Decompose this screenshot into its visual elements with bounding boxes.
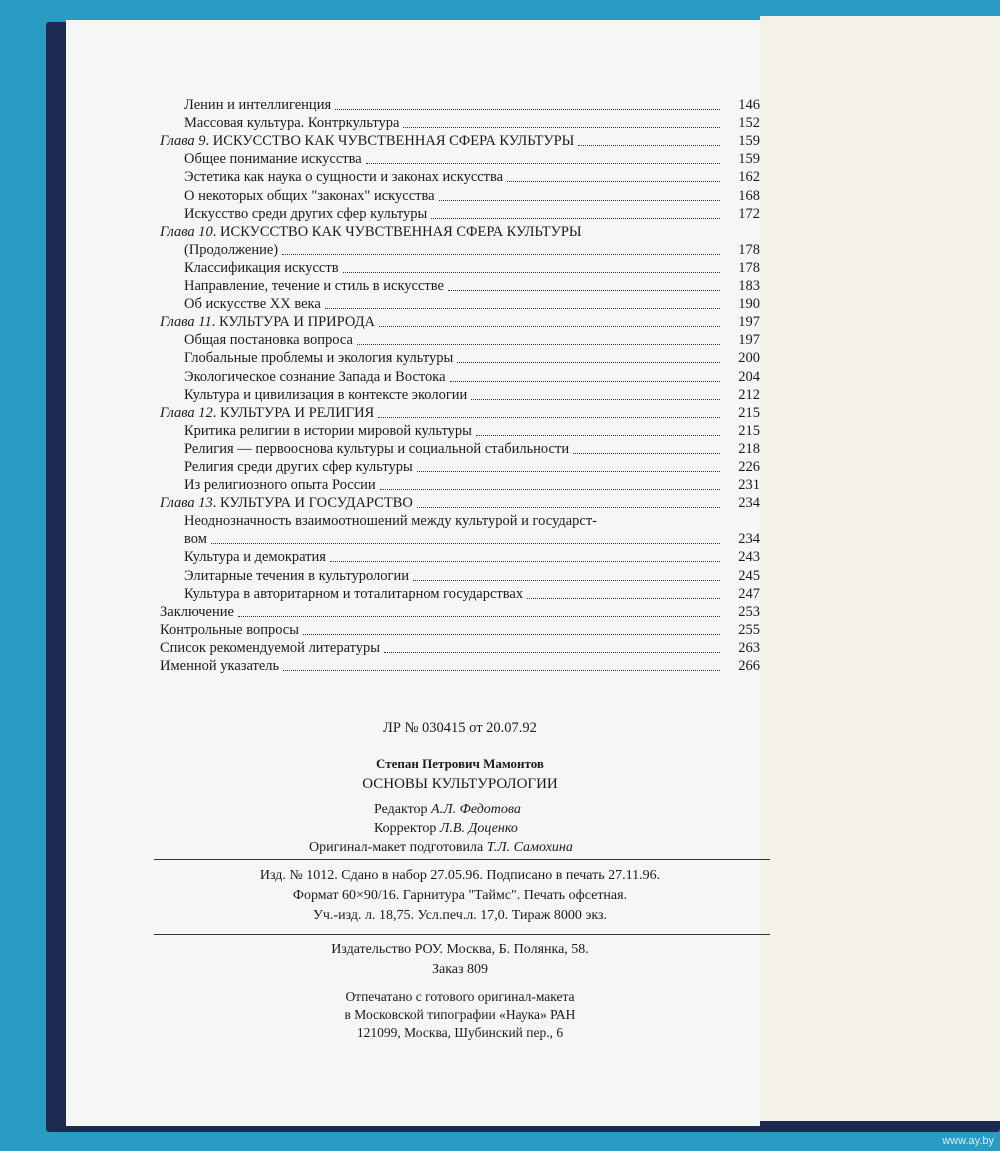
toc-entry-label — [160, 657, 279, 675]
toc-entry-label — [184, 349, 453, 367]
toc-page-number: 253 — [738, 603, 760, 620]
toc-dot-leader — [476, 435, 720, 436]
toc-chapter-number: Глава 12 — [160, 404, 213, 421]
toc-entry-label — [160, 404, 374, 422]
toc-entry — [160, 530, 760, 548]
toc-entry — [160, 422, 760, 440]
publisher-line: Издательство РОУ. Москва, Б. Полянка, 58. — [331, 942, 589, 957]
toc-page-number: 172 — [738, 205, 760, 222]
toc-dot-leader — [527, 598, 720, 599]
toc-entry-title: Список рекомендуемой литературы — [160, 639, 381, 656]
toc-entry — [160, 223, 760, 241]
toc-entry-title: Критика религии в истории мировой культуры — [184, 422, 472, 439]
toc-entry-label — [184, 295, 321, 313]
toc-dot-leader — [578, 145, 720, 146]
toc-dot-leader — [343, 272, 720, 273]
toc-page-number: 168 — [738, 187, 760, 204]
toc-entry — [160, 186, 760, 204]
top-rule — [154, 859, 770, 860]
toc-page-number: 243 — [738, 549, 760, 566]
toc-entry-title: . КУЛЬТУРА И ГОСУДАРСТВО — [212, 495, 413, 512]
toc-entry-title: Культура и цивилизация в контексте экологии — [184, 386, 468, 403]
toc-dot-leader — [380, 489, 720, 490]
toc-entry-label — [184, 331, 353, 349]
order-line: Заказ 809 — [431, 962, 489, 977]
toc-entry-label — [184, 585, 523, 603]
toc-entry — [160, 241, 760, 259]
toc-entry — [160, 132, 760, 150]
toc-entry-label — [184, 386, 467, 404]
toc-entry — [160, 295, 760, 313]
toc-entry-label — [184, 205, 427, 223]
toc-entry-label — [160, 603, 234, 621]
toc-entry-title: . КУЛЬТУРА И РЕЛИГИЯ — [212, 404, 375, 421]
toc-entry-label — [184, 512, 597, 530]
toc-dot-leader — [378, 417, 720, 418]
toc-entry — [160, 349, 760, 367]
toc-entry-label — [160, 494, 413, 512]
print-info-line: Формат 60×90/16. Гарнитура "Таймс". Печать офсетная. — [292, 888, 628, 903]
toc-entry-title: Экологическое сознание Запада и Востока — [184, 368, 446, 385]
toc-page-number: 245 — [738, 567, 760, 584]
toc-page-number: 204 — [738, 368, 760, 385]
toc-chapter-number: Глава 9 — [160, 133, 206, 150]
toc-entry-title: Массовая культура. Контркультура — [184, 115, 400, 132]
toc-page-number: 226 — [738, 458, 760, 475]
credit-role: Корректор — [374, 821, 437, 836]
toc-entry — [160, 168, 760, 186]
toc-entry-label — [160, 223, 582, 241]
toc-entry-label — [184, 114, 399, 132]
toc-entry — [160, 440, 760, 458]
toc-entry — [160, 96, 760, 114]
printer-info-line: 121099, Москва, Шубинский пер., 6 — [356, 1025, 564, 1040]
toc-entry-label — [184, 422, 472, 440]
toc-page-number: 247 — [738, 585, 760, 602]
credit-name: Т.Л. Самохина — [486, 840, 573, 855]
license-line: ЛР № 030415 от 20.07.92 — [383, 720, 537, 736]
toc-entry-title: Направление, течение и стиль в искусстве — [184, 278, 444, 295]
toc-entry — [160, 331, 760, 349]
toc-entry-label — [184, 259, 339, 277]
toc-entry — [160, 512, 760, 530]
toc-chapter-number: Глава 10 — [160, 223, 213, 240]
toc-entry — [160, 386, 760, 404]
toc-entry — [160, 458, 760, 476]
toc-entry-label — [160, 639, 380, 657]
toc-entry-label — [184, 150, 362, 168]
toc-dot-leader — [448, 290, 720, 291]
toc-entry-label — [184, 548, 326, 566]
printer-info-line: Отпечатано с готового оригинал-макета — [345, 989, 575, 1004]
author-name: Степан Петрович Мамонтов — [376, 756, 544, 771]
toc-entry-title: Общая постановка вопроса — [184, 332, 353, 349]
toc-entry-title: Из религиозного опыта России — [184, 477, 376, 494]
toc-entry-title: . ИСКУССТВО КАК ЧУВСТВЕННАЯ СФЕРА КУЛЬТУРЫ — [205, 133, 575, 150]
toc-entry — [160, 603, 760, 621]
print-info-line: Уч.-изд. л. 18,75. Усл.печ.л. 17,0. Тираж 8000 экз. — [312, 908, 608, 923]
toc-entry-label — [184, 277, 444, 295]
toc-entry-label — [184, 241, 278, 259]
toc-page-number: 146 — [738, 97, 760, 114]
toc-entry-title: Ленин и интеллигенция — [184, 97, 332, 114]
facing-blank-page — [760, 16, 1000, 1121]
toc-entry — [160, 277, 760, 295]
toc-page-number: 231 — [738, 477, 760, 494]
bottom-rule — [154, 934, 770, 935]
toc-entry — [160, 548, 760, 566]
toc-entry-title: Классификация искусств — [184, 259, 339, 276]
toc-entry-title: Общее понимание искусства — [184, 151, 362, 168]
credit-role: Редактор — [374, 802, 428, 817]
toc-page-number: 215 — [738, 422, 760, 439]
toc-entry-label — [184, 567, 409, 585]
toc-entry-title: Неоднозначность взаимоотношений между культурой и государст- — [184, 513, 597, 530]
toc-dot-leader — [325, 308, 720, 309]
toc-dot-leader — [366, 163, 720, 164]
toc-page-number: 263 — [738, 639, 760, 656]
print-info-block — [160, 866, 760, 926]
toc-page-number: 234 — [738, 531, 760, 548]
toc-dot-leader — [450, 381, 720, 382]
toc-entry-label — [184, 168, 503, 186]
toc-dot-leader — [384, 652, 720, 653]
toc-entry — [160, 476, 760, 494]
print-info-line: Изд. № 1012. Сдано в набор 27.05.96. Подписано в печать 27.11.96. — [259, 868, 661, 883]
toc-entry-label — [184, 187, 435, 205]
toc-page-number: 212 — [738, 386, 760, 403]
watermark: www.ay.by — [942, 1135, 994, 1147]
toc-dot-leader — [417, 471, 720, 472]
toc-entry-title: Культура в авторитарном и тоталитарном государствах — [184, 585, 524, 602]
toc-page-number: 178 — [738, 259, 760, 276]
toc-page-number: 152 — [738, 115, 760, 132]
toc-entry — [160, 150, 760, 168]
toc-page-number: 162 — [738, 169, 760, 186]
toc-dot-leader — [379, 326, 720, 327]
toc-dot-leader — [335, 109, 720, 110]
toc-entry-title: . КУЛЬТУРА И ПРИРОДА — [211, 314, 375, 331]
toc-entry — [160, 621, 760, 639]
toc-entry-title: Эстетика как наука о сущности и законах искусства — [184, 169, 504, 186]
toc-entry — [160, 367, 760, 385]
toc-page-number: 183 — [738, 278, 760, 295]
toc-dot-leader — [403, 127, 720, 128]
book-page — [66, 20, 760, 1126]
toc-entry-label — [184, 96, 331, 114]
toc-entry-title: вом — [184, 531, 207, 548]
toc-page-number: 255 — [738, 621, 760, 638]
toc-entry — [160, 259, 760, 277]
toc-entry — [160, 313, 760, 331]
toc-chapter-number: Глава 11 — [160, 314, 212, 331]
toc-page-number: 266 — [738, 658, 760, 674]
toc-entry-label — [160, 313, 375, 331]
toc-entry-label — [184, 440, 569, 458]
toc-dot-leader — [573, 453, 720, 454]
toc-dot-leader — [303, 634, 720, 635]
toc-entry-title: . ИСКУССТВО КАК ЧУВСТВЕННАЯ СФЕРА КУЛЬТУРЫ — [212, 223, 582, 240]
toc-entry-label — [184, 476, 376, 494]
toc-entry-label — [184, 458, 413, 476]
toc-page-number: 190 — [738, 296, 760, 313]
toc-entry-title: Контрольные вопросы — [160, 621, 299, 638]
toc-entry — [160, 494, 760, 512]
toc-dot-leader — [413, 580, 720, 581]
toc-entry — [160, 657, 760, 675]
toc-entry-label — [184, 530, 207, 548]
toc-dot-leader — [357, 344, 720, 345]
toc-entry-label — [184, 368, 446, 386]
toc-dot-leader — [238, 616, 720, 617]
toc-entry-title: Об искусстве XX века — [184, 296, 321, 313]
table-of-contents — [160, 96, 760, 675]
toc-dot-leader — [330, 561, 720, 562]
toc-page-number: 178 — [738, 241, 760, 258]
toc-page-number: 218 — [738, 440, 760, 457]
toc-entry — [160, 639, 760, 657]
toc-entry-title: Элитарные течения в культурологии — [184, 567, 409, 584]
toc-page-number: 234 — [738, 495, 760, 512]
toc-entry-title: Глобальные проблемы и экология культуры — [184, 350, 454, 367]
toc-page-number: 197 — [738, 332, 760, 349]
toc-dot-leader — [282, 254, 720, 255]
credit-role: Оригинал-макет подготовила — [309, 840, 484, 855]
book-title: ОСНОВЫ КУЛЬТУРОЛОГИИ — [362, 776, 558, 792]
toc-dot-leader — [211, 543, 720, 544]
credit-line — [309, 840, 573, 856]
toc-dot-leader — [417, 507, 720, 508]
toc-page-number: 159 — [738, 133, 760, 150]
toc-entry-title: Искусство среди других сфер культуры — [184, 205, 428, 222]
toc-entry-label — [160, 132, 574, 150]
toc-entry-title: Заключение — [160, 603, 234, 620]
credit-name: А.Л. Федотова — [431, 802, 521, 817]
toc-dot-leader — [283, 670, 720, 671]
credit-name: Л.В. Доценко — [439, 821, 518, 836]
toc-page-number: 215 — [738, 404, 760, 421]
toc-entry-label — [160, 621, 299, 639]
toc-chapter-number: Глава 13 — [160, 495, 213, 512]
toc-entry-title: Религия — первооснова культуры и социальной стабильности — [184, 440, 570, 457]
toc-dot-leader — [471, 399, 720, 400]
toc-dot-leader — [457, 362, 720, 363]
toc-entry — [160, 585, 760, 603]
toc-page-number: 200 — [738, 350, 760, 367]
toc-entry — [160, 566, 760, 584]
toc-page-number: 159 — [738, 151, 760, 168]
toc-page-number: 197 — [738, 314, 760, 331]
credit-line — [374, 821, 518, 837]
toc-dot-leader — [431, 218, 720, 219]
toc-dot-leader — [439, 200, 720, 201]
toc-entry — [160, 114, 760, 132]
toc-entry-title: О некоторых общих "законах" искусства — [184, 187, 435, 204]
toc-entry — [160, 404, 760, 422]
printer-info-line: в Московской типографии «Наука» РАН — [344, 1007, 576, 1022]
toc-entry-title: Именной указатель — [160, 658, 280, 674]
toc-entry — [160, 205, 760, 223]
credit-line — [374, 802, 521, 818]
toc-entry-title: (Продолжение) — [184, 241, 279, 258]
toc-entry-title: Религия среди других сфер культуры — [184, 458, 413, 475]
toc-dot-leader — [507, 181, 720, 182]
toc-entry-title: Культура и демократия — [184, 549, 326, 566]
printer-info-block — [160, 988, 760, 1042]
